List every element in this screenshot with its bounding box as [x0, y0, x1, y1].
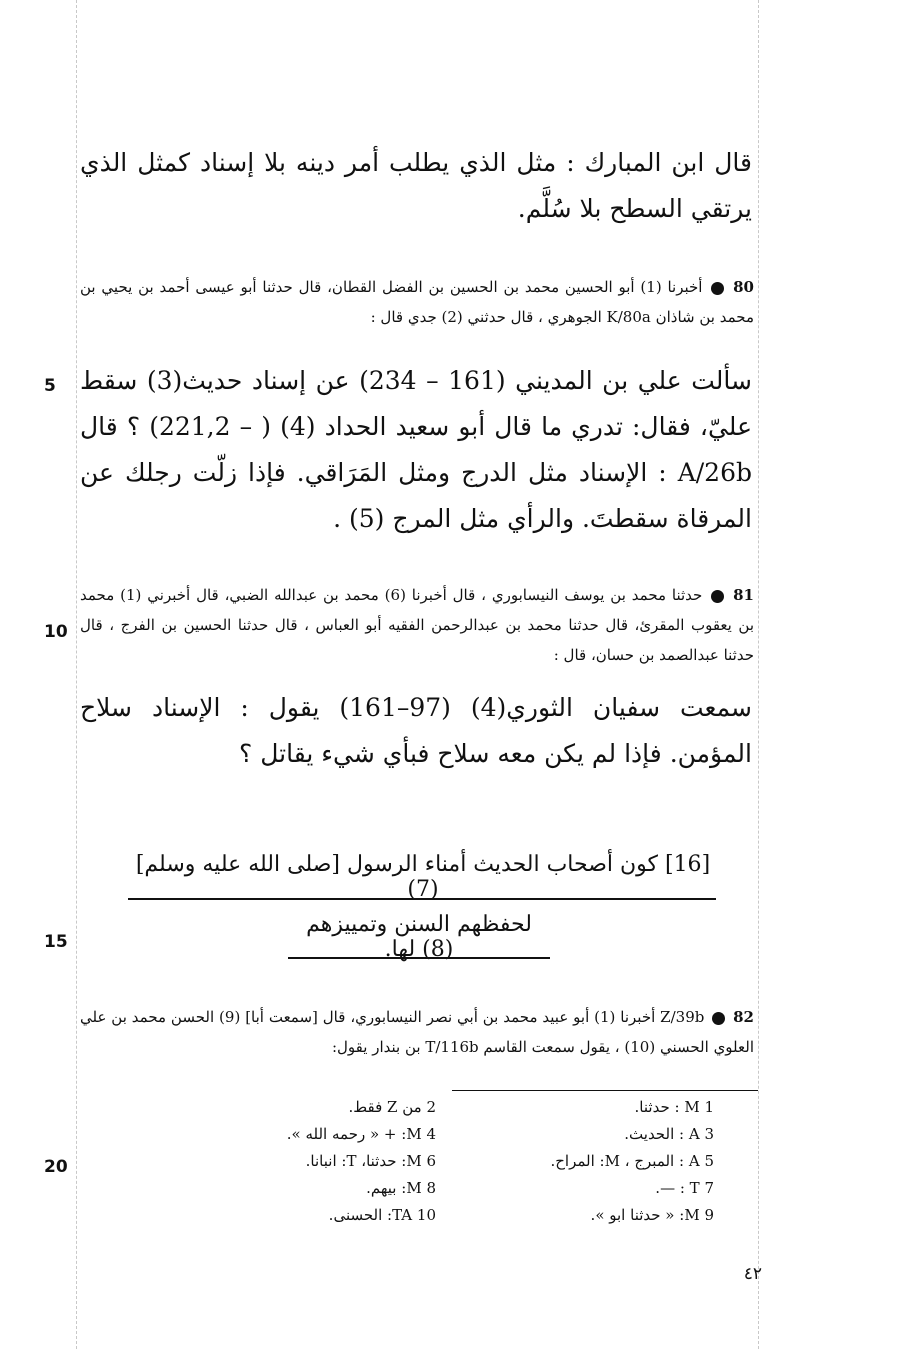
- matn-81: سمعت سفيان الثوري(4) (97–161) يقول : الإسناد سلاح المؤمن. فإذا لم يكن معه سلاح فبأي شيء يقاتل ؟: [80, 693, 752, 768]
- line-number: 15: [44, 932, 68, 952]
- scan-line: [76, 0, 77, 1349]
- hadith-number: 80: [733, 278, 754, 296]
- footnote: 10 TA: الحسنى.: [328, 1206, 436, 1224]
- footnote: 6 M: حدثنا، T: انبانا.: [305, 1152, 436, 1170]
- bullet-icon: [711, 282, 724, 295]
- hadith-number: 82: [733, 1008, 754, 1026]
- hadith-number: 81: [733, 586, 754, 604]
- scan-line: [758, 0, 759, 1349]
- isnad-81: [80, 580, 754, 670]
- footnote: 9 M: « حدثنا ابو ».: [590, 1206, 714, 1224]
- heading-underline: [128, 898, 716, 900]
- page-number: ٤٢: [743, 1264, 762, 1284]
- heading-underline: [288, 957, 550, 959]
- bullet-icon: [711, 590, 724, 603]
- bullet-icon: [712, 1012, 725, 1025]
- isnad-text: حدثنا محمد بن يوسف النيسابوري ، قال أخبرنا (6) محمد بن عبدالله الضبي، قال أخبرني (1) محمد بن يعقوب المقرئ، قال حدثنا محمد بن عبدالرحمن الفقيه أبو العباس ، قال حدثنا الحسين بن الفرج ، قال حدثنا عبدالصمد بن حسان، قال :: [80, 586, 754, 664]
- isnad-text: أخبرنا (1) أبو الحسين محمد بن الحسين بن الفضل القطان، قال حدثنا أبو عيسى أحمد بن يحيي بن محمد بن شاذان K/80a الجوهري ، قال حدثني (2) جدي قال :: [80, 278, 754, 326]
- isnad-80: [80, 272, 754, 332]
- matn-80: سألت علي بن المديني (161 – 234) عن إسناد حديث(3) سقط عليّ، فقال: تدري ما قال أبو سعيد الحداد (4) ( – 221,2) ؟ قال A/26b : الإسناد مثل الدرج ومثل المَرَاقي. فإذا زلّت رجلك عن المرقاة سقطتَ. والرأي مثل المرج (5) .: [80, 366, 752, 533]
- chapter-heading-line1: [16] كون أصحاب الحديث أمناء الرسول [صلى الله عليه وسلم] (7): [135, 852, 711, 902]
- chapter-heading-line2: لحفظهم السنن وتمييزهم (8) لها.: [306, 912, 532, 962]
- footnote: 3 A : الحديث.: [624, 1125, 714, 1143]
- footnote: 1 M : حدثنا.: [634, 1098, 714, 1116]
- line-number: 5: [44, 376, 56, 396]
- footnote-rule: [452, 1090, 758, 1091]
- footnote: 7 T : —.: [655, 1179, 714, 1197]
- footnote: 5 A : المبرج ، M: المراح.: [550, 1152, 714, 1170]
- isnad-82: [80, 1002, 754, 1062]
- footnote: 8 M: بيهم.: [366, 1179, 436, 1197]
- footnote: 4 M: + « رحمه الله ».: [286, 1125, 436, 1143]
- isnad-text: Z/39b أخبرنا (1) أبو عبيد محمد بن أبي نصر النيسابوري، قال [سمعت أبا] (9) الحسن محمد بن علي العلوي الحسني (10) ، يقول سمعت القاسم T/116b بن بندار يقول:: [80, 1008, 754, 1056]
- line-number: 10: [44, 622, 68, 642]
- footnote: 2 من Z فقط.: [348, 1098, 436, 1116]
- quote-paragraph: قال ابن المبارك : مثل الذي يطلب أمر دينه بلا إسناد كمثل الذي يرتقي السطح بلا سُلَّم.: [80, 148, 752, 223]
- line-number: 20: [44, 1157, 68, 1177]
